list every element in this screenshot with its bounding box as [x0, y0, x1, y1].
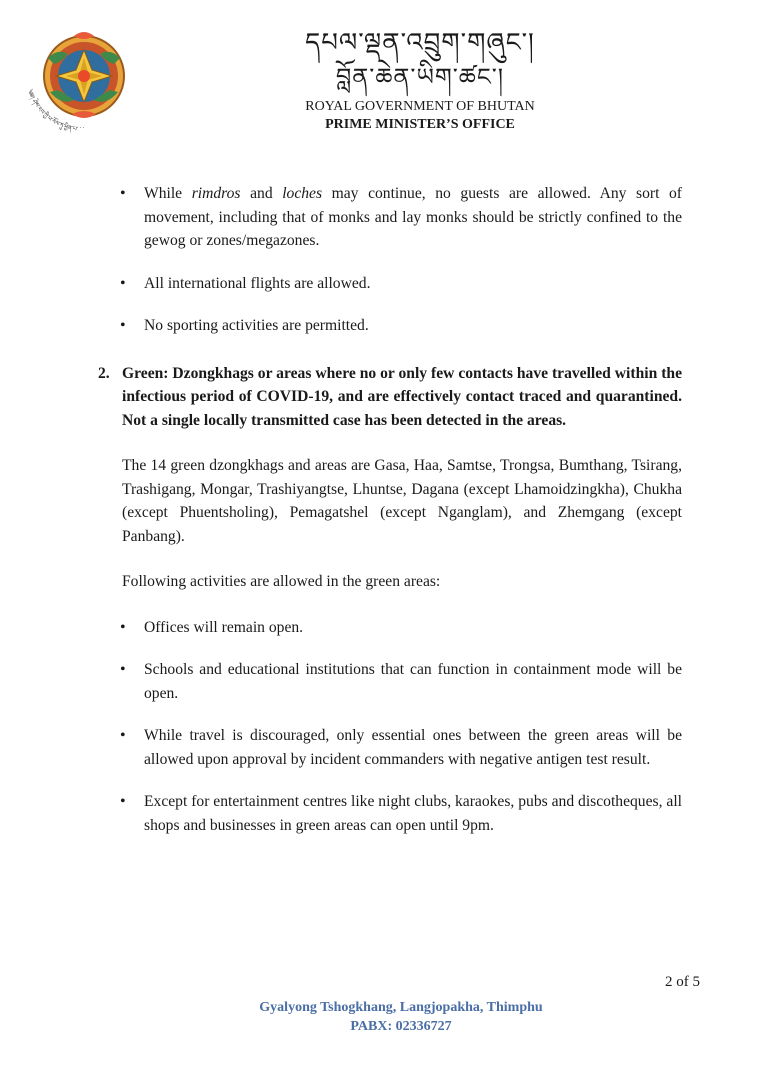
green-areas-paragraph: The 14 green dzongkhags and areas are Gasa, Haa, Samtse, Trongsa, Bumthang, Tsirang, Trashigang, Mongar, Trashiyangtse, Lhuntse, Dagana (except Lhamoidzingkha), Chukha (except Phuentsholing), Pemagatshel (except Nganglam), and Zhemgang (except Panbang). [122, 457, 682, 545]
government-name: ROYAL GOVERNMENT OF BHUTAN [305, 99, 535, 114]
list-item: • While travel is discouraged, only essential ones between the green areas will be allowed upon approval by incident commanders with negative antigen test result. [98, 724, 682, 771]
green-bullet-list [98, 616, 682, 838]
section-heading [98, 362, 682, 433]
list-item: • Except for entertainment centres like night clubs, karaokes, pubs and discotheques, all shops and businesses in green areas can open until 9pm. [98, 790, 682, 837]
list-item: • All international flights are allowed. [98, 272, 682, 296]
document-body [98, 182, 682, 856]
section-heading-text: Green: Dzongkhags or areas where no or only few contacts have travelled within the infectious period of COVID-19, and are effectively contact traced and quarantined. Not a single locally transmitted case has been detected in the areas. [122, 364, 682, 429]
svg-text:༄༅། ཤེས་རབ་ཀྱི་ཕ་རོལ་ཏུ་ཕྱིན་པ: ༄༅། ཤེས་རབ་ཀྱི་ཕ་རོལ་ཏུ་ཕྱིན་པ་ ་ ་ [26, 88, 85, 134]
tibetan-government-title: དཔལ་ལྡན་འབྲུག་གཞུང་། [305, 28, 535, 58]
office-name: PRIME MINISTER’S OFFICE [325, 117, 515, 132]
list-item: • No sporting activities are permitted. [98, 314, 682, 338]
government-emblem [18, 28, 146, 140]
footer [0, 998, 768, 1036]
footer-address: Gyalyong Tshogkhang, Langjopakha, Thimphu [259, 1000, 543, 1015]
section-number: 2. [98, 364, 110, 382]
page-number: 2 of 5 [665, 974, 700, 990]
letterhead [230, 26, 610, 134]
tibetan-office-title: བློན་ཆེན་ཡིག་ཚང་། [335, 63, 505, 91]
allowed-activities-intro: Following activities are allowed in the green areas: [122, 573, 441, 590]
list-item: • Offices will remain open. [98, 616, 682, 640]
top-bullet-list [98, 182, 682, 338]
list-item: • Schools and educational institutions that can function in containment mode will be open. [98, 658, 682, 705]
list-item: • While rimdros and loches may continue, no guests are allowed. Any sort of movement, including that of monks and lay monks should be strictly confined to the gewog or zones/megazones. [98, 182, 682, 253]
footer-phone: PABX: 02336727 [350, 1019, 452, 1034]
